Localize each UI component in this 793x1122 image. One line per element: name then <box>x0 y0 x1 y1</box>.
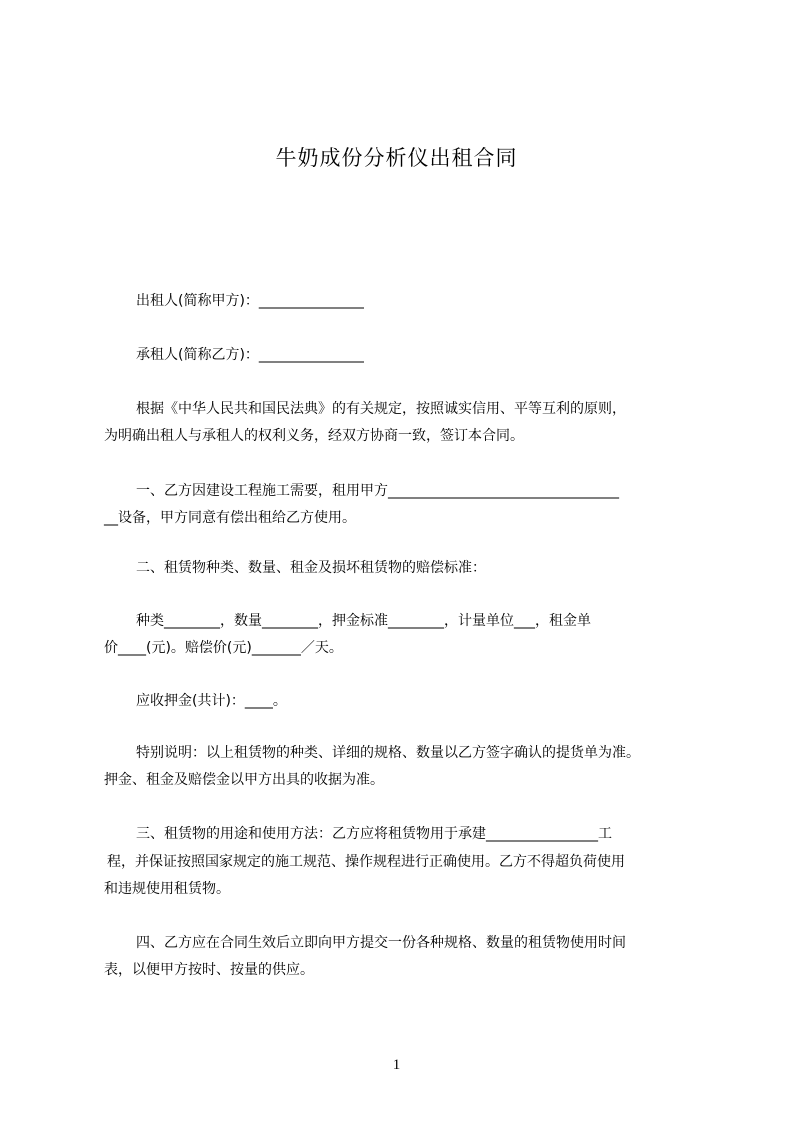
clause-1-line-1: 一、乙方因建设工程施工需要，租用甲方_________________________________ <box>136 483 619 499</box>
page-number: 1 <box>392 1057 401 1073</box>
clause-3-line-2: 程，并保证按照国家规定的施工规范、操作规程进行正确使用。乙方不得超负荷使用 <box>107 854 625 870</box>
deposit-line: 应收押金(共计)：____。 <box>136 693 287 709</box>
preamble-line-1: 根据《中华人民共和国民法典》的有关规定，按照诚实信用、平等互利的原则， <box>136 401 626 417</box>
lessee-line: 承租人(简称乙方)：_______________ <box>136 347 364 363</box>
lessor-line: 出租人(简称甲方)：_______________ <box>136 293 364 309</box>
document-title: 牛奶成份分析仪出租合同 <box>275 146 518 170</box>
clause-2-line-2: 价____(元)。赔偿价(元)_______／天。 <box>104 640 343 656</box>
clause-1-line-2: __设备，甲方同意有偿出租给乙方使用。 <box>104 510 356 526</box>
special-note-line-2: 押金、租金及赔偿金以甲方出具的收据为准。 <box>104 772 384 788</box>
clause-4-line-2: 表，以便甲方按时、按量的供应。 <box>104 962 314 978</box>
clause-3-line-3: 和违规使用租赁物。 <box>104 881 230 897</box>
clause-4-line-1: 四、乙方应在合同生效后立即向甲方提交一份各种规格、数量的租赁物使用时间 <box>136 935 626 951</box>
special-note-line-1: 特别说明：以上租赁物的种类、详细的规格、数量以乙方签字确认的提货单为准。 <box>136 745 640 761</box>
clause-2-heading: 二、租赁物种类、数量、租金及损坏租赁物的赔偿标准： <box>136 560 486 576</box>
preamble-line-2: 为明确出租人与承租人的权利义务，经双方协商一致，签订本合同。 <box>104 428 524 444</box>
clause-2-line-1: 种类________，数量________，押金标准________，计量单位___，租金单 <box>136 613 591 629</box>
clause-3-line-1: 三、租赁物的用途和使用方法：乙方应将租赁物用于承建________________工 <box>136 826 612 842</box>
